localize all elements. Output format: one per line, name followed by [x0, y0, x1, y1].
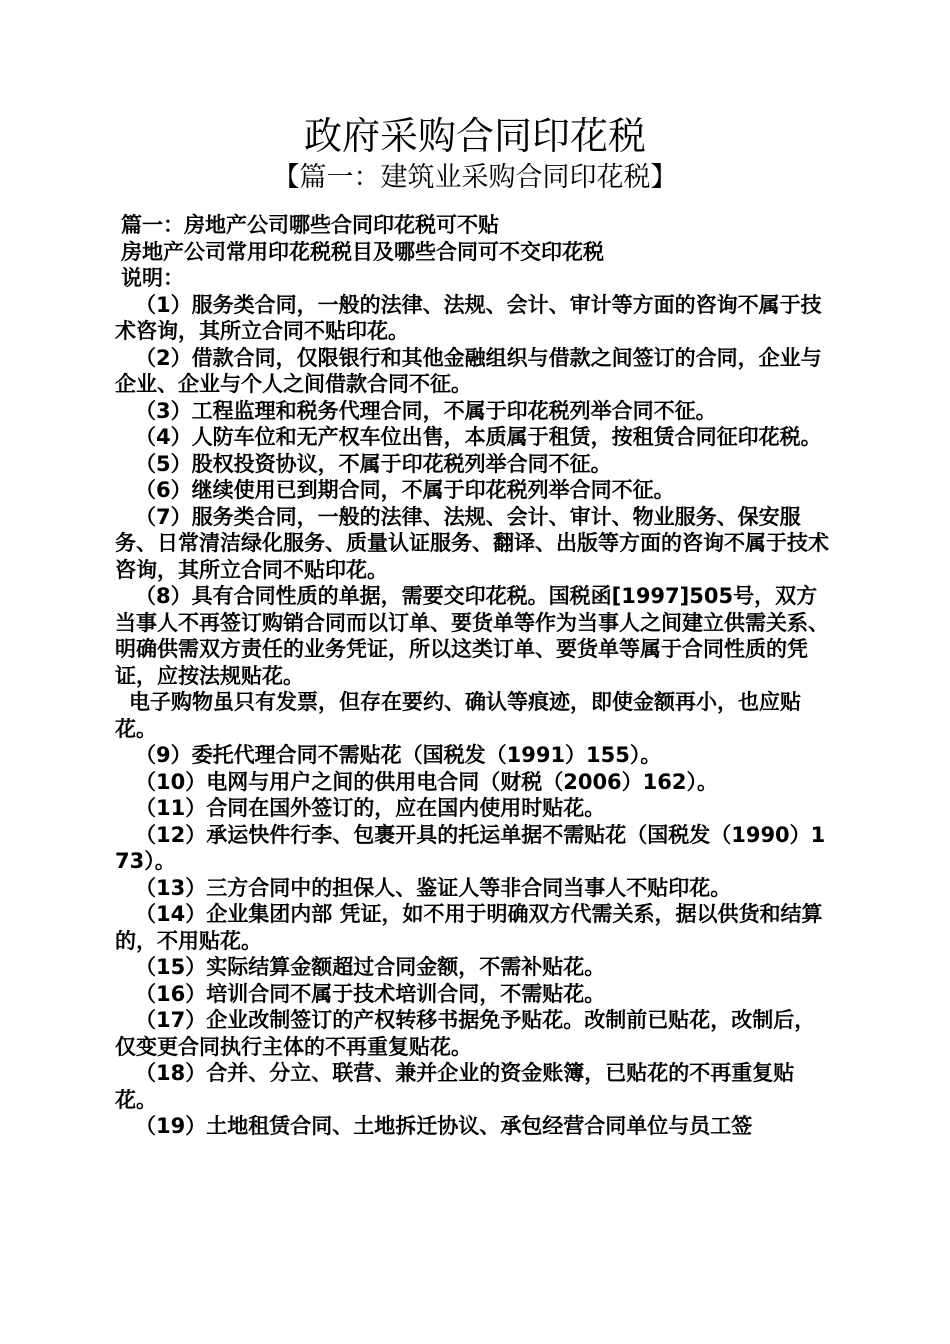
paragraph: （13）三方合同中的担保人、鉴证人等非合同当事人不贴印花。: [135, 875, 732, 900]
paragraph: 房地产公司常用印花税税目及哪些合同可不交印花税: [121, 239, 604, 264]
paragraph: （7）服务类合同，一般的法律、法规、会计、审计、物业服务、保安服务、日常清洁绿化服务、质量认证服务、翻译、出版等方面的咨询不属于技术咨询，其所立合同不贴印花。: [115, 504, 829, 582]
paragraph: （11）合同在国外签订的，应在国内使用时贴花。: [135, 796, 606, 820]
paragraph: （16）培训合同不属于技术培训合同，不需贴花。: [135, 981, 606, 1006]
paragraph: （2）借款合同，仅限银行和其他金融组织与借款之间签订的合同，企业与企业、企业与个人之间借款合同不征。: [115, 345, 822, 396]
document-body: [115, 212, 835, 1140]
paragraph: 说明：: [121, 266, 184, 290]
paragraph: （3）工程监理和税务代理合同，不属于印花税列举合同不征。: [135, 398, 717, 423]
paragraph: （9）委托代理合同不需贴花（国税发（1991）155）。: [135, 743, 662, 767]
document-subtitle: 【篇一：建筑业采购合同印花税】: [272, 162, 678, 193]
paragraph: （8）具有合同性质的单据，需要交印花税。国税函[1997]505号，双方当事人不再签订购销合同而以订单、要货单等作为当事人之间建立供需关系、明确供需双方责任的业务凭证，所以这类订单、要货单等属于合同性质的凭证，应按法规贴花。: [115, 584, 829, 688]
paragraph: （19）土地租赁合同、土地拆迁协议、承包经营合同单位与员工签: [135, 1114, 753, 1138]
paragraph: （5）股权投资协议，不属于印花税列举合同不征。: [135, 451, 612, 476]
paragraph: （12）承运快件行李、包裹开具的托运单据不需贴花（国税发（1990）173）。: [115, 822, 826, 873]
paragraph: （6）继续使用已到期合同，不属于印花税列举合同不征。: [135, 478, 675, 502]
document-title: 政府采购合同印花税: [303, 114, 646, 158]
paragraph: （18）合并、分立、联营、兼并企业的资金账簿，已贴花的不再重复贴花。: [115, 1061, 795, 1112]
paragraph: （1）服务类合同，一般的法律、法规、会计、审计等方面的咨询不属于技术咨询，其所立合同不贴印花。: [115, 292, 822, 343]
paragraph: （15）实际结算金额超过合同金额，不需补贴花。: [135, 955, 606, 979]
paragraph: （4）人防车位和无产权车位出售，本质属于租赁，按租赁合同征印花税。: [135, 425, 822, 449]
paragraph: 篇一：房地产公司哪些合同印花税可不贴: [121, 213, 499, 237]
paragraph: （14）企业集团内部 凭证，如不用于明确双方代需关系，据以供货和结算的，不用贴花。: [115, 902, 823, 953]
paragraph: （10）电网与用户之间的供用电合同（财税（2006）162）。: [135, 769, 719, 794]
paragraph: 电子购物虽只有发票，但存在要约、确认等痕迹，即使金额再小，也应贴花。: [115, 690, 801, 741]
paragraph: （17）企业改制签订的产权转移书据免予贴花。改制前已贴花，改制后，仅变更合同执行主体的不再重复贴花。: [115, 1008, 816, 1059]
